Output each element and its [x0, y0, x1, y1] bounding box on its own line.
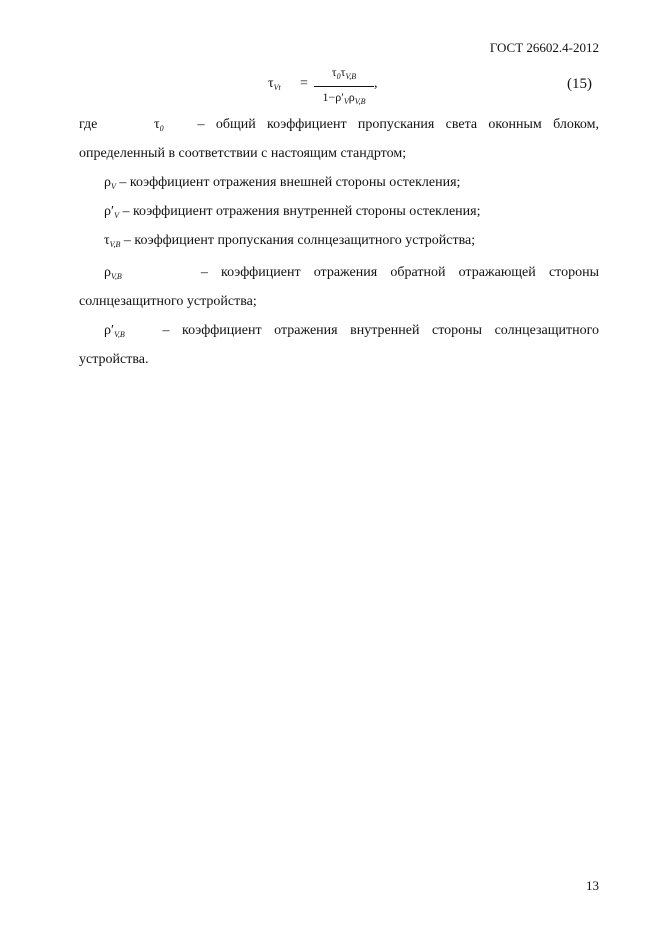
- equation-number: (15): [567, 76, 592, 92]
- page-number: 13: [586, 878, 599, 893]
- definition-rhoVB-line1: $\rho_{V,B}$ – коэффициент отражения обратной отражающей стороны: [104, 265, 599, 281]
- definition-rhoVB-prime-line2: устройства.: [79, 352, 149, 367]
- definition-rhoV-prime: $\rho'_V$ – коэффициент отражения внутренней стороны остекления;: [104, 204, 481, 220]
- formula-lhs: $\tau_{Vt}$: [268, 76, 281, 92]
- fraction-bar: [314, 86, 374, 87]
- formula-numerator: $\tau_0\tau_{V,B}$: [331, 65, 357, 81]
- formula-denominator: $1-\rho'_V\rho_{V,B}$: [322, 90, 366, 106]
- definition-rhoVB-line2: солнцезащитного устройства;: [79, 294, 257, 309]
- definition-tauVB: $\tau_{V,B}$ – коэффициент пропускания солнцезащитного устройства;: [104, 233, 476, 249]
- definition-tau0-line1: где $\tau_0$ – общий коэффициент пропускания света оконным блоком,: [79, 117, 600, 133]
- definition-rhoVB-prime-line1: $\rho'_{V,B}$ – коэффициент отражения внутренней стороны солнцезащитного: [104, 323, 599, 339]
- formula-15: [268, 62, 378, 108]
- formula-comma: ,: [374, 76, 378, 91]
- document-header: ГОСТ 26602.4-2012: [489, 40, 599, 55]
- definition-tau0-line2: определенный в соответствии с настоящим стандртом;: [79, 146, 407, 161]
- formula-fraction: [314, 64, 374, 110]
- formula-equals: =: [300, 76, 308, 91]
- definition-rhoV: $\rho_V$ – коэффициент отражения внешней стороны остекления;: [104, 175, 461, 191]
